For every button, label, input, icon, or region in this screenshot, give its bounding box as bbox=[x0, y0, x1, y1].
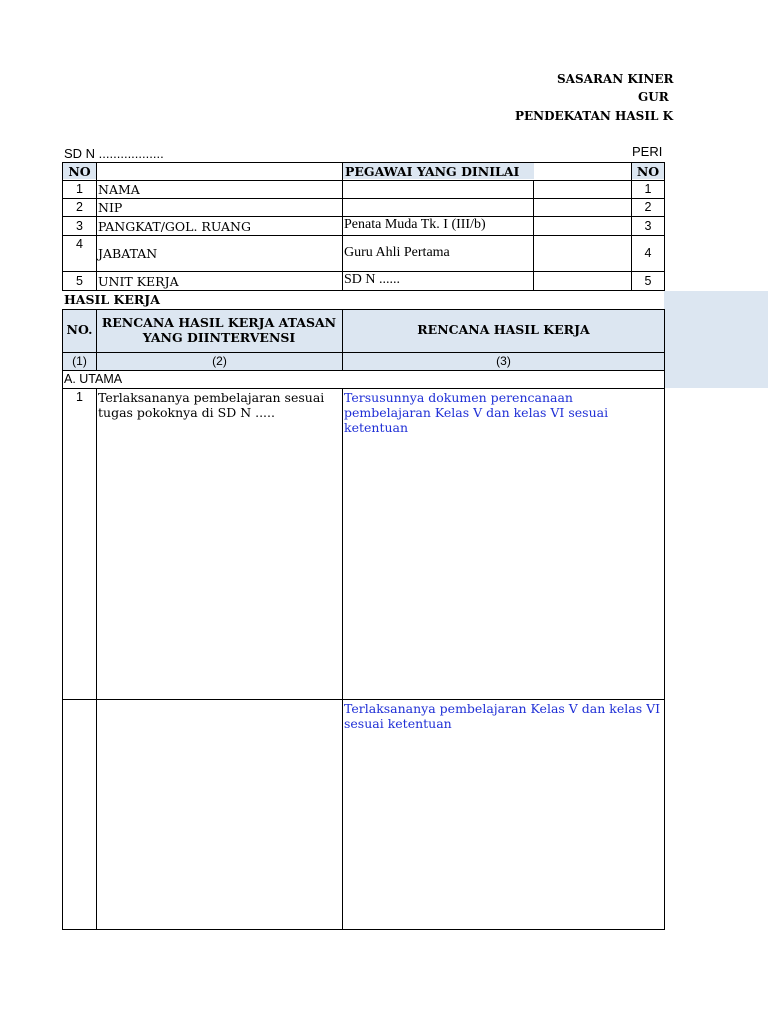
hasil-col-rencana-atasan: RENCANA HASIL KERJA ATASAN YANG DIINTERVENSI bbox=[101, 315, 337, 345]
hasil-idx-3: (3) bbox=[496, 354, 511, 368]
pegawai-row-label: NAMA bbox=[98, 182, 140, 197]
pegawai-row-label: NIP bbox=[98, 200, 123, 215]
title-line-2: GUR bbox=[638, 90, 669, 104]
pegawai-row-label: PANGKAT/GOL. RUANG bbox=[98, 219, 251, 234]
hasil-row-no: 1 bbox=[76, 390, 83, 404]
hasil-col-rencana: RENCANA HASIL KERJA bbox=[417, 322, 590, 337]
pegawai-row-no: 5 bbox=[76, 274, 83, 288]
period-label: PERI bbox=[632, 144, 663, 159]
pegawai-row-no: 3 bbox=[76, 219, 83, 233]
pegawai-col-title: PEGAWAI YANG DINILAI bbox=[345, 164, 520, 179]
hasil-group-label: A. UTAMA bbox=[64, 372, 123, 386]
title-line-3: PENDEKATAN HASIL K bbox=[515, 109, 673, 123]
pegawai-row-value: SD N ...... bbox=[344, 272, 401, 287]
pegawai-row-no-right: 1 bbox=[644, 182, 652, 196]
pegawai-row-label: UNIT KERJA bbox=[98, 274, 179, 289]
pegawai-row-no-right: 3 bbox=[644, 219, 652, 233]
hasil-kerja-section-label: HASIL KERJA bbox=[64, 292, 160, 307]
hasil-idx-2: (2) bbox=[212, 354, 227, 368]
pegawai-row-value: Penata Muda Tk. I (III/b) bbox=[344, 217, 486, 232]
hasil-row-rencana: Terlaksananya pembelajaran Kelas V dan kelas VI sesuai ketentuan bbox=[344, 701, 661, 731]
pegawai-row-no-right: 5 bbox=[644, 274, 652, 288]
hasil-row-rencana: Tersusunnya dokumen perencanaan pembelajaran Kelas V dan kelas VI sesuai ketentuan bbox=[344, 390, 609, 435]
pegawai-row-value: Guru Ahli Pertama bbox=[344, 245, 450, 260]
title-line-1: SASARAN KINER bbox=[557, 72, 674, 86]
pegawai-row-no-right: 2 bbox=[644, 200, 652, 214]
header-shading-panel bbox=[664, 291, 768, 388]
pegawai-row-no: 1 bbox=[76, 182, 83, 196]
pegawai-row-no: 4 bbox=[76, 237, 83, 251]
pegawai-row-no: 2 bbox=[76, 200, 83, 214]
pegawai-row-no-right: 4 bbox=[644, 246, 652, 260]
pegawai-col-no: NO bbox=[68, 164, 91, 179]
hasil-idx-1: (1) bbox=[72, 354, 87, 368]
pegawai-row-label: JABATAN bbox=[98, 246, 158, 261]
hasil-col-no: NO. bbox=[66, 322, 93, 337]
school-label: SD N .................. bbox=[64, 146, 164, 161]
pegawai-col-no-right: NO bbox=[636, 164, 660, 179]
hasil-row-atasan: Terlaksananya pembelajaran sesuai tugas pokoknya di SD N ..... bbox=[98, 390, 325, 420]
